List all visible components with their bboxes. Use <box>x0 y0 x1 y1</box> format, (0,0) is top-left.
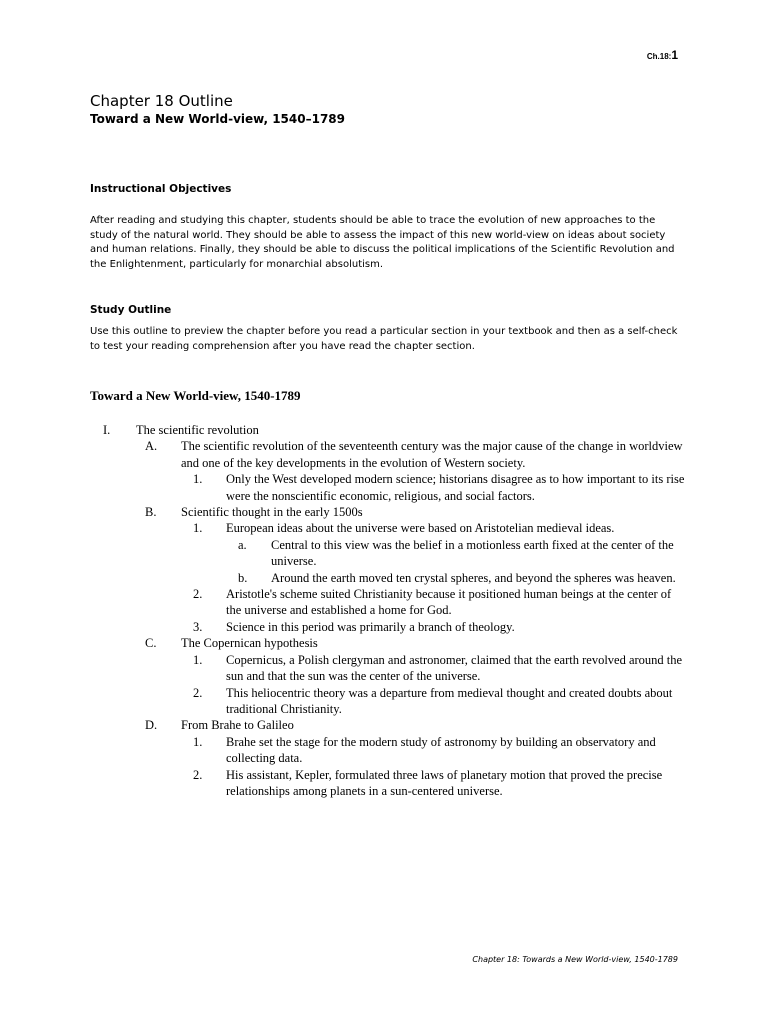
page-footer: Chapter 18: Towards a New World-view, 1540-1789 <box>472 955 678 964</box>
study-outline-heading: Study Outline <box>90 304 172 316</box>
page-title: Chapter 18 Outline <box>90 92 233 110</box>
outline-text: Science in this period was primarily a branch of theology. <box>226 619 515 634</box>
outline-text: The Copernican hypothesis <box>181 636 318 651</box>
outline-marker: 2. <box>193 767 203 782</box>
outline-title: Toward a New World-view, 1540-1789 <box>90 388 301 403</box>
outline-marker: C. <box>145 636 157 651</box>
outline-marker: 1. <box>193 472 203 487</box>
objectives-paragraph: After reading and studying this chapter, students should be able to trace the evolution of new approaches to the study of the natural world. They should be able to assess the impact of this new world-view on ideas about society and human relations. Finally, they should be able to discuss the political implications of the Scientific Revolution and the Enlightenment, particularly for monarchial absolutism. <box>90 215 675 270</box>
outline-list <box>90 422 690 799</box>
outline-marker: I. <box>103 423 111 437</box>
outline-text: Central to this view was the belief in a motionless earth fixed at the center of the universe. <box>271 537 674 569</box>
outline-item <box>90 537 690 570</box>
outline-item <box>90 635 690 651</box>
outline-marker: 1. <box>193 521 203 536</box>
outline-marker: b. <box>238 570 248 585</box>
page-number-prefix: Ch.18: <box>646 52 672 61</box>
outline-marker: 2. <box>193 685 203 700</box>
outline-item <box>90 422 690 438</box>
outline-item <box>90 586 690 619</box>
outline-marker: D. <box>145 718 158 733</box>
page-number-value: 1 <box>671 48 678 62</box>
outline-item <box>90 570 690 586</box>
outline-text: Aristotle's scheme suited Christianity because it positioned human beings at the center of the universe and established a home for God. <box>226 587 672 618</box>
study-outline-paragraph: Use this outline to preview the chapter before you read a particular section in your textbook and then as a self-check to test your reading comprehension after you have read the chapter section. <box>90 326 678 352</box>
outline-item <box>90 767 690 800</box>
outline-text: The scientific revolution <box>136 423 259 437</box>
outline-item <box>90 504 690 520</box>
outline-text: From Brahe to Galileo <box>181 718 294 733</box>
outline-marker: a. <box>238 537 247 552</box>
outline-item <box>90 652 690 685</box>
outline-text: Copernicus, a Polish clergyman and astronomer, claimed that the earth revolved around the sun and that the sun was the center of the universe. <box>226 652 683 684</box>
outline-item <box>90 685 690 718</box>
outline-item <box>90 619 690 635</box>
outline-text: Brahe set the stage for the modern study of astronomy by building an observatory and collecting data. <box>226 734 656 766</box>
objectives-heading: Instructional Objectives <box>90 183 232 195</box>
outline-marker: B. <box>145 505 157 520</box>
outline-text: Around the earth moved ten crystal spheres, and beyond the spheres was heaven. <box>271 570 676 585</box>
outline-marker: 1. <box>193 734 203 749</box>
outline-text: Scientific thought in the early 1500s <box>181 505 363 520</box>
outline-text: European ideas about the universe were based on Aristotelian medieval ideas. <box>226 521 615 536</box>
outline-item <box>90 717 690 733</box>
outline-text: Only the West developed modern science; historians disagree as to how important to its rise were the nonscientific economic, religious, and social factors. <box>226 472 685 503</box>
outline-item <box>90 471 690 504</box>
page-number <box>647 48 678 62</box>
page-subtitle: Toward a New World-view, 1540–1789 <box>90 112 346 126</box>
outline-marker: 1. <box>193 652 203 667</box>
outline-item <box>90 734 690 767</box>
outline-item <box>90 438 690 471</box>
outline-marker: 3. <box>193 619 203 634</box>
outline-text: The scientific revolution of the seventeenth century was the major cause of the change in worldview and one of the key developments in the evolution of Western society. <box>181 439 683 470</box>
outline-marker: 2. <box>193 587 203 602</box>
outline-text: This heliocentric theory was a departure from medieval thought and created doubts about traditional Christianity. <box>226 685 673 716</box>
outline-text: His assistant, Kepler, formulated three laws of planetary motion that proved the precise relationships among planets in a sun-centered universe. <box>226 767 663 798</box>
outline-item <box>90 520 690 536</box>
outline-marker: A. <box>145 439 158 454</box>
